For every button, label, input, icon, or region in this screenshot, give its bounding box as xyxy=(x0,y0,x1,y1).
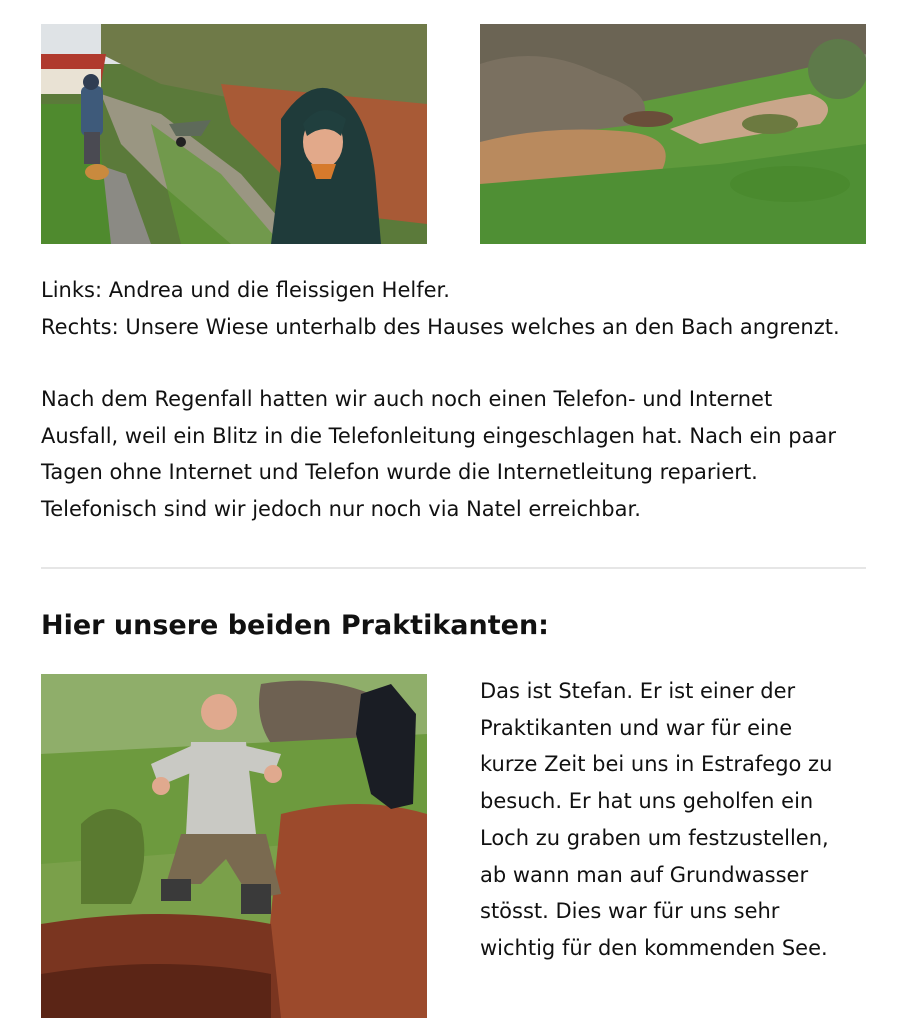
section-divider xyxy=(41,567,866,569)
paragraph-line: Ausfall, weil ein Blitz in die Telefonleitung eingeschlagen hat. Nach ein paar xyxy=(41,423,836,448)
paragraph-line: Tagen ohne Internet und Telefon wurde die Internetleitung repariert. xyxy=(41,460,758,485)
caption-right: Rechts: Unsere Wiese unterhalb des Hauses welches an den Bach angrenzt. xyxy=(41,314,840,339)
stefan-line: stösst. Dies war für uns sehr xyxy=(480,899,780,924)
photo-captions xyxy=(41,272,881,345)
section-heading: Hier unsere beiden Praktikanten: xyxy=(41,610,549,641)
stefan-description xyxy=(480,673,860,967)
stefan-line: Praktikanten und war für eine xyxy=(480,715,793,740)
stefan-line: kurze Zeit bei uns in Estrafego zu xyxy=(480,752,833,777)
caption-left: Links: Andrea und die fleissigen Helfer. xyxy=(41,278,450,302)
outage-paragraph xyxy=(41,381,871,528)
photo-path-with-helpers xyxy=(41,24,427,244)
stefan-line: ab wann man auf Grundwasser xyxy=(480,862,809,887)
stefan-line: wichtig für den kommenden See. xyxy=(480,935,828,960)
paragraph-line: Nach dem Regenfall hatten wir auch noch einen Telefon- und Internet xyxy=(41,387,773,411)
photo-stefan-digging xyxy=(41,674,427,1018)
stefan-line: Loch zu graben um festzustellen, xyxy=(480,825,829,850)
photo-flooded-meadow xyxy=(480,24,866,244)
paragraph-line: Telefonisch sind wir jedoch nur noch via Natel erreichbar. xyxy=(41,497,641,522)
stefan-line: Das ist Stefan. Er ist einer der xyxy=(480,679,796,703)
stefan-line: besuch. Er hat uns geholfen ein xyxy=(480,789,814,814)
